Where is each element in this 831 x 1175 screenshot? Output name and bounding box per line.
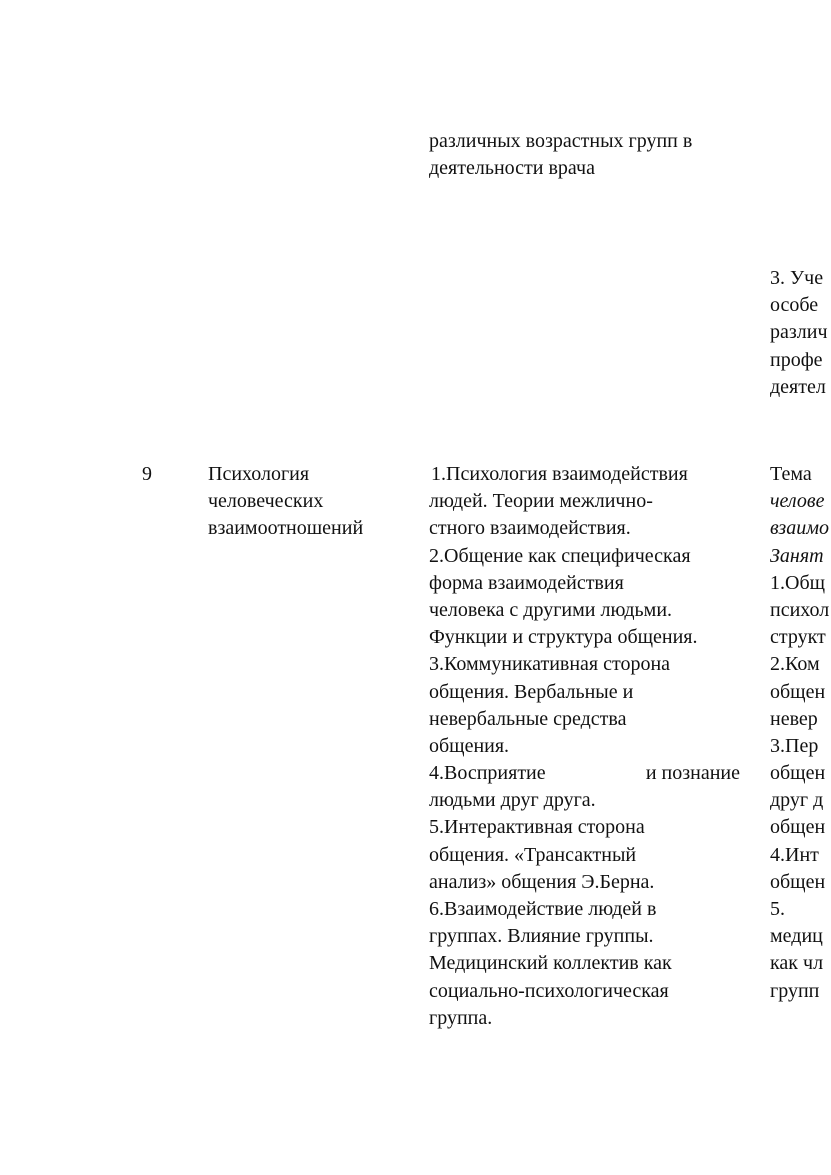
text-line: различных возрастных групп в <box>429 130 693 152</box>
right-column-line: психол <box>770 598 830 621</box>
content-line: анализ» общения Э.Берна. <box>429 870 655 893</box>
right-column-line: 4.Инт <box>770 843 819 866</box>
right-column-line: 2.Ком <box>770 653 820 676</box>
right-column-line: медиц <box>770 925 823 948</box>
text-line: деятел <box>770 375 826 398</box>
content-line-justified <box>429 760 740 787</box>
content-line: стного взаимодействия. <box>429 517 631 540</box>
topic-line: взаимоотношений <box>208 517 364 540</box>
content-justified-left: 4.Восприятие <box>429 762 546 785</box>
content-line: 2.Общение как специфическая <box>429 544 691 567</box>
text-line: различ <box>770 321 828 344</box>
content-line: Функции и структура общения. <box>429 626 698 649</box>
row-right-column <box>770 461 829 1005</box>
text-line: особе <box>770 294 819 317</box>
row-content <box>429 461 740 1032</box>
content-line: общения. Вербальные и <box>429 680 634 703</box>
right-column-line: друг д <box>770 789 824 812</box>
right-column-line: общен <box>770 816 826 839</box>
text-line: деятельности врача <box>429 157 595 180</box>
right-column-line: невер <box>770 707 818 730</box>
right-column-line: Занят <box>770 544 824 567</box>
right-column-line: 3.Пер <box>770 734 819 757</box>
right-column-line: структ <box>770 626 826 649</box>
right-column-fragment-top <box>770 265 828 401</box>
right-column-line: Тема <box>770 463 812 485</box>
right-column-line: общен <box>770 680 826 703</box>
content-line: 5.Интерактивная сторона <box>429 816 645 839</box>
content-line: форма взаимодействия <box>429 571 624 594</box>
content-line: 1.Психология взаимодействия <box>431 463 688 485</box>
right-column-line: взаимо <box>770 517 829 540</box>
content-line: социально-психологическая <box>429 979 669 1002</box>
right-column-line: челове <box>770 490 825 513</box>
topic-line: человеческих <box>208 490 324 513</box>
top-content-fragment <box>429 128 692 182</box>
text-line: профе <box>770 348 823 371</box>
right-column-line: общен <box>770 870 826 893</box>
content-line: людьми друг друга. <box>429 789 596 812</box>
content-line: 3.Коммуникативная сторона <box>429 653 671 676</box>
right-column-line: 5. <box>770 898 785 920</box>
text-line: 3. Уче <box>770 267 824 289</box>
right-column-line: общен <box>770 762 826 785</box>
row-topic <box>208 461 363 543</box>
content-line: людей. Теории межлично- <box>429 490 653 513</box>
row-number: 9 <box>142 463 152 485</box>
content-line: невербальные средства <box>429 707 627 730</box>
content-line: Медицинский коллектив как <box>429 952 672 975</box>
content-line: 6.Взаимодействие людей в <box>429 898 657 920</box>
content-line: общения. «Трансактный <box>429 843 637 866</box>
topic-line: Психология <box>208 463 310 485</box>
right-column-line: групп <box>770 979 820 1002</box>
right-column-line: как чл <box>770 952 824 975</box>
content-justified-right: и познание <box>645 762 740 785</box>
content-line: группах. Влияние группы. <box>429 925 654 948</box>
content-line: общения. <box>429 734 510 757</box>
content-line: человека с другими людьми. <box>429 598 673 621</box>
right-column-line: 1.Общ <box>770 571 826 594</box>
content-line: группа. <box>429 1006 493 1029</box>
